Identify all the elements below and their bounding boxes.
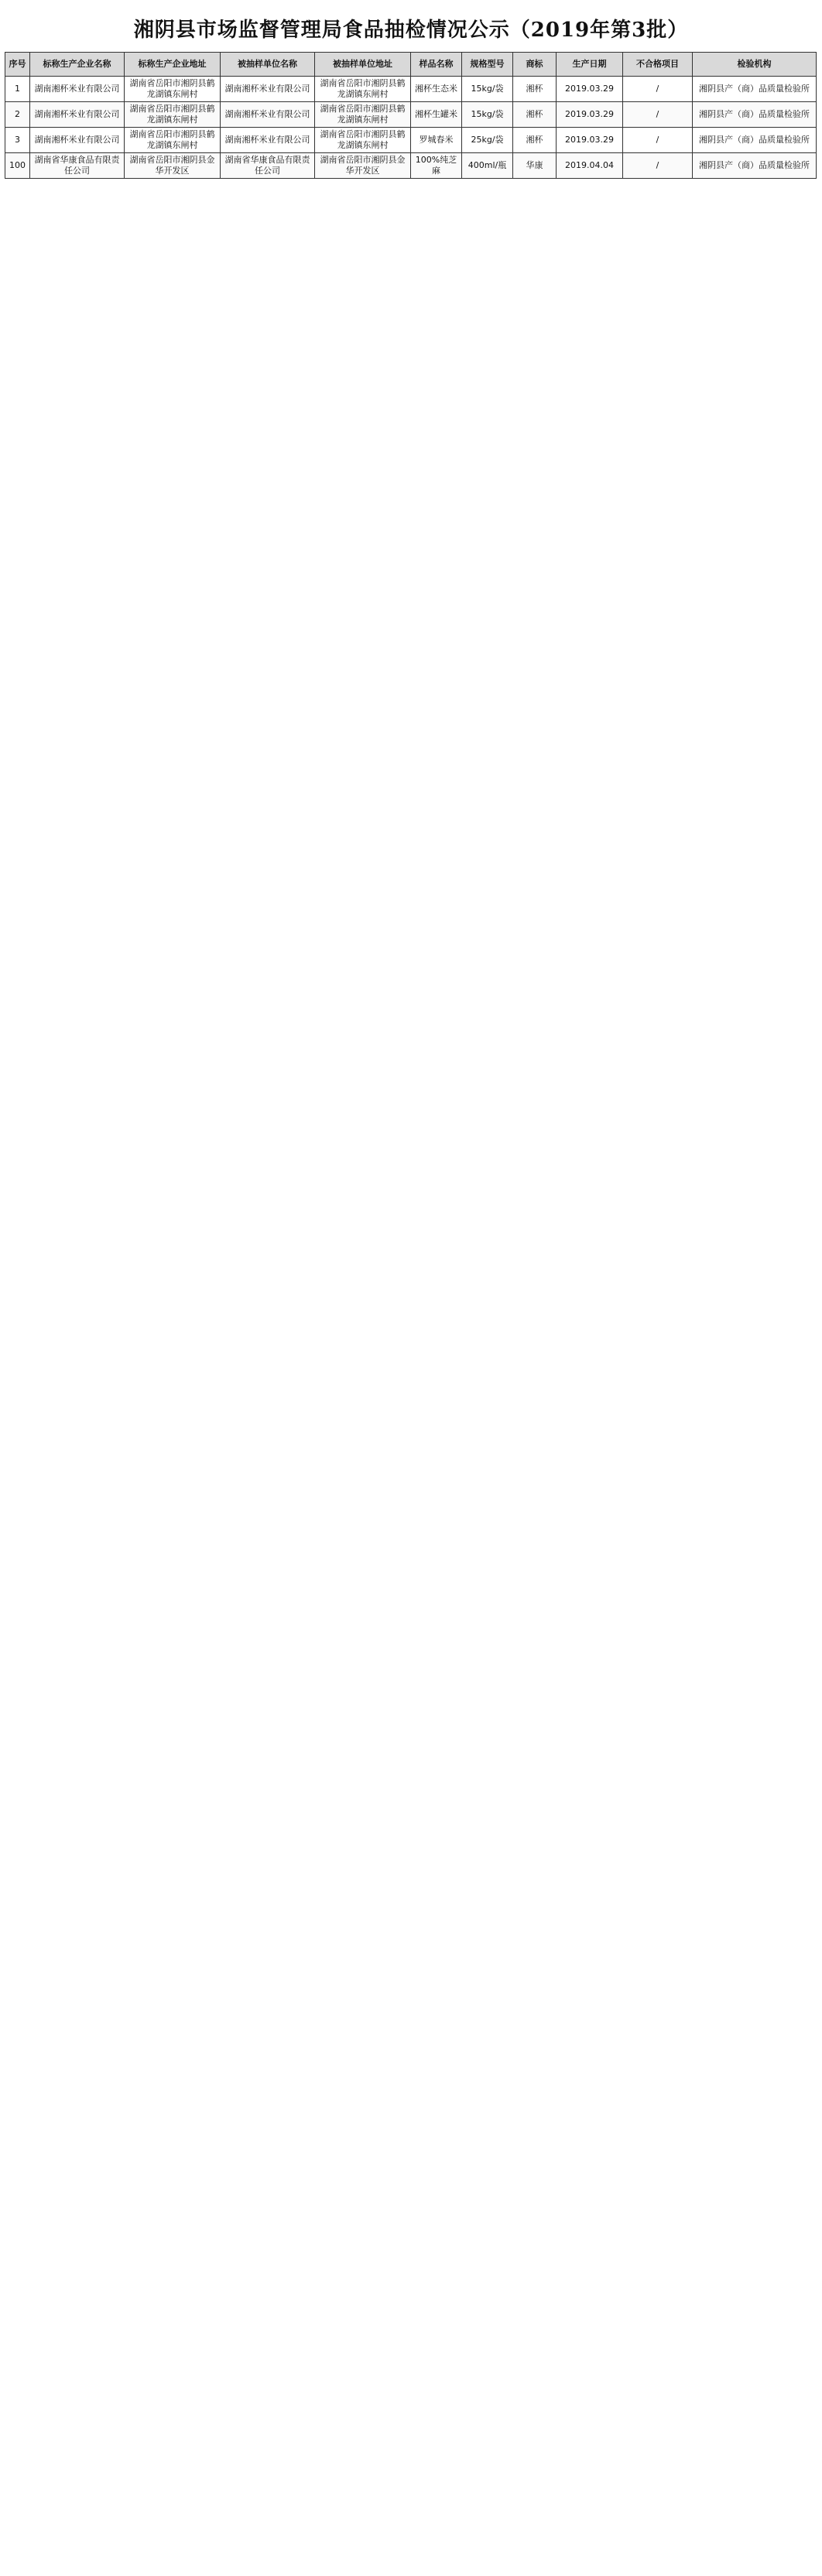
production-date-cell: 2019.03.29 [557, 128, 623, 153]
page-title: 湘阴县市场监督管理局食品抽检情况公示（2019年第3批） [133, 19, 689, 42]
sample-name-cell: 100%纯芝麻 [411, 153, 462, 179]
header-row [5, 53, 817, 77]
column-header: 标称生产企业地址 [125, 53, 221, 77]
spec-cell: 15kg/袋 [462, 102, 513, 128]
brand-cell: 湘杯 [513, 128, 557, 153]
producer-name-cell: 湖南湘杯米业有限公司 [30, 128, 125, 153]
failed-item-cell: / [623, 128, 693, 153]
table-row [5, 128, 817, 153]
row-number-cell: 2 [5, 102, 30, 128]
failed-item-cell: / [623, 77, 693, 102]
failed-item-cell: / [623, 153, 693, 179]
column-header: 标称生产企业名称 [30, 53, 125, 77]
brand-cell: 湘杯 [513, 102, 557, 128]
testing-agency-cell: 湘阴县产（商）品质量检验所 [693, 102, 817, 128]
production-date-cell: 2019.03.29 [557, 77, 623, 102]
column-header: 样品名称 [411, 53, 462, 77]
sampled-unit-name-cell: 湖南湘杯米业有限公司 [221, 77, 315, 102]
sampled-unit-name-cell: 湖南湘杯米业有限公司 [221, 102, 315, 128]
testing-agency-cell: 湘阴县产（商）品质量检验所 [693, 77, 817, 102]
spec-cell: 25kg/袋 [462, 128, 513, 153]
producer-address-cell: 湖南省岳阳市湘阴县金华开发区 [125, 153, 221, 179]
producer-name-cell: 湖南湘杯米业有限公司 [30, 77, 125, 102]
spec-cell: 400ml/瓶 [462, 153, 513, 179]
column-header: 被抽样单位名称 [221, 53, 315, 77]
brand-cell: 华康 [513, 153, 557, 179]
sampled-unit-address-cell: 湖南省岳阳市湘阴县鹤龙湖镇东闸村 [315, 77, 411, 102]
producer-name-cell: 湖南湘杯米业有限公司 [30, 102, 125, 128]
inspection-table [5, 52, 817, 179]
column-header: 检验机构 [693, 53, 817, 77]
producer-name-cell: 湖南省华康食品有限责任公司 [30, 153, 125, 179]
producer-address-cell: 湖南省岳阳市湘阴县鹤龙湖镇东闸村 [125, 102, 221, 128]
column-header: 商标 [513, 53, 557, 77]
sampled-unit-address-cell: 湖南省岳阳市湘阴县金华开发区 [315, 153, 411, 179]
sampled-unit-address-cell: 湖南省岳阳市湘阴县鹤龙湖镇东闸村 [315, 102, 411, 128]
testing-agency-cell: 湘阴县产（商）品质量检验所 [693, 128, 817, 153]
column-header: 被抽样单位地址 [315, 53, 411, 77]
spec-cell: 15kg/袋 [462, 77, 513, 102]
row-number-cell: 1 [5, 77, 30, 102]
table-row [5, 153, 817, 179]
sample-name-cell: 湘杯生罐米 [411, 102, 462, 128]
column-header: 规格型号 [462, 53, 513, 77]
row-number-cell: 100 [5, 153, 30, 179]
testing-agency-cell: 湘阴县产（商）品质量检验所 [693, 153, 817, 179]
sampled-unit-name-cell: 湖南省华康食品有限责任公司 [221, 153, 315, 179]
column-header: 不合格项目 [623, 53, 693, 77]
column-header: 生产日期 [557, 53, 623, 77]
failed-item-cell: / [623, 102, 693, 128]
column-header: 序号 [5, 53, 30, 77]
sample-name-cell: 罗城春米 [411, 128, 462, 153]
sampled-unit-address-cell: 湖南省岳阳市湘阴县鹤龙湖镇东闸村 [315, 128, 411, 153]
production-date-cell: 2019.04.04 [557, 153, 623, 179]
row-number-cell: 3 [5, 128, 30, 153]
sampled-unit-name-cell: 湖南湘杯米业有限公司 [221, 128, 315, 153]
sample-name-cell: 湘杯生态米 [411, 77, 462, 102]
table-row [5, 77, 817, 102]
table-row [5, 102, 817, 128]
production-date-cell: 2019.03.29 [557, 102, 623, 128]
brand-cell: 湘杯 [513, 77, 557, 102]
page [0, 0, 822, 188]
producer-address-cell: 湖南省岳阳市湘阴县鹤龙湖镇东闸村 [125, 128, 221, 153]
producer-address-cell: 湖南省岳阳市湘阴县鹤龙湖镇东闸村 [125, 77, 221, 102]
